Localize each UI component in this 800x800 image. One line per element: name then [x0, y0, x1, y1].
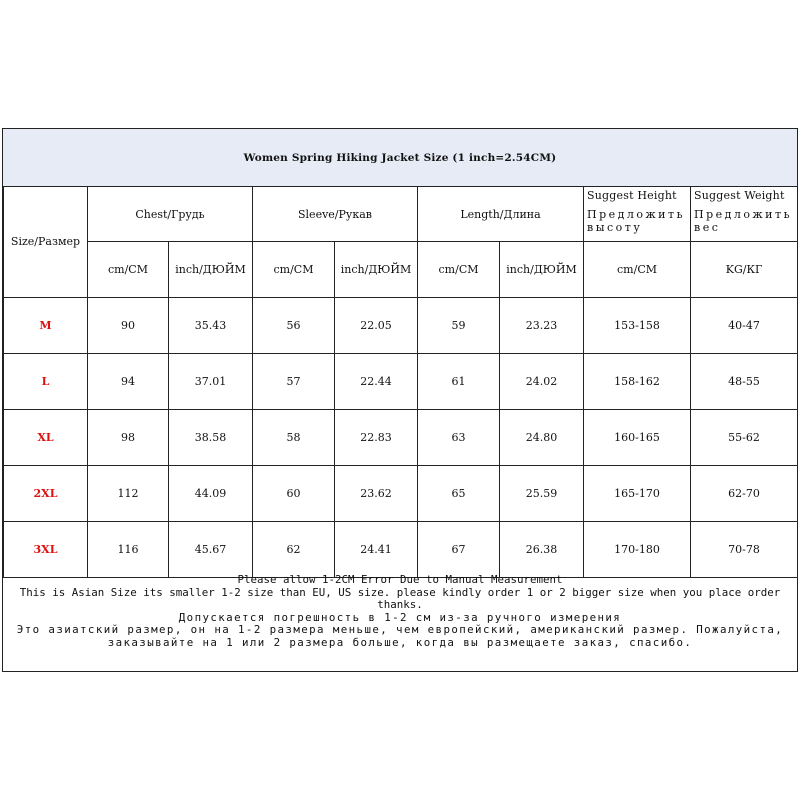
size-cell: L	[4, 354, 88, 410]
header-weight-ru: Предложить вес	[694, 208, 793, 234]
table-row	[4, 298, 798, 354]
cell-length-in: 24.80	[500, 410, 584, 466]
header-row-units	[4, 242, 798, 298]
header-length: Length/Длина	[418, 187, 584, 242]
size-cell: M	[4, 298, 88, 354]
unit-height-cm: cm/СМ	[584, 242, 691, 298]
cell-weight: 48-55	[691, 354, 798, 410]
cell-chest-in: 45.67	[169, 522, 253, 578]
note-asian-size-en: This is Asian Size its smaller 1-2 size than EU, US size. please kindly order 1 or 2 bigger size when you place order thanks.	[19, 585, 781, 611]
header-size-label: Size/Размер	[10, 235, 81, 248]
cell-weight: 40-47	[691, 298, 798, 354]
header-weight-en: Suggest Weight	[694, 189, 785, 202]
unit-chest-cm: cm/СМ	[88, 242, 169, 298]
header-chest: Chest/Грудь	[88, 187, 253, 242]
cell-sleeve-cm: 56	[253, 298, 335, 354]
header-height-ru: Предложить высоту	[587, 208, 686, 234]
unit-sleeve-cm: cm/СМ	[253, 242, 335, 298]
header-sleeve: Sleeve/Рукав	[253, 187, 418, 242]
cell-length-cm: 67	[418, 522, 500, 578]
cell-height: 165-170	[584, 466, 691, 522]
cell-length-in: 25.59	[500, 466, 584, 522]
unit-length-inch: inch/ДЮЙМ	[500, 242, 584, 298]
cell-chest-in: 35.43	[169, 298, 253, 354]
cell-length-in: 24.02	[500, 354, 584, 410]
unit-chest-inch: inch/ДЮЙМ	[169, 242, 253, 298]
cell-sleeve-cm: 60	[253, 466, 335, 522]
header-weight	[691, 187, 798, 242]
cell-weight: 55-62	[691, 410, 798, 466]
chart-title: Women Spring Hiking Jacket Size (1 inch=2.54CM)	[3, 129, 797, 187]
notes	[3, 574, 797, 671]
header-height	[584, 187, 691, 242]
cell-length-cm: 63	[418, 410, 500, 466]
table-row	[4, 466, 798, 522]
cell-chest-cm: 116	[88, 522, 169, 578]
cell-sleeve-in: 22.05	[335, 298, 418, 354]
header-height-en: Suggest Height	[587, 189, 677, 202]
cell-chest-cm: 94	[88, 354, 169, 410]
unit-sleeve-inch: inch/ДЮЙМ	[335, 242, 418, 298]
cell-length-in: 23.23	[500, 298, 584, 354]
note-asian-size-ru: Это азиатский размер, он на 1-2 размера меньше, чем европейский, американский размер. Пожалуйста, заказывайте на 1 или 2 размера больше, когда вы размещаете заказ, спасибо.	[16, 623, 784, 649]
size-table	[3, 186, 798, 578]
cell-sleeve-cm: 57	[253, 354, 335, 410]
cell-height: 170-180	[584, 522, 691, 578]
cell-length-in: 26.38	[500, 522, 584, 578]
table-row	[4, 354, 798, 410]
size-cell: XL	[4, 410, 88, 466]
unit-length-cm: cm/СМ	[418, 242, 500, 298]
cell-sleeve-in: 23.62	[335, 466, 418, 522]
cell-chest-in: 44.09	[169, 466, 253, 522]
cell-sleeve-in: 22.44	[335, 354, 418, 410]
cell-chest-in: 37.01	[169, 354, 253, 410]
size-chart	[2, 128, 798, 672]
cell-height: 153-158	[584, 298, 691, 354]
table-row	[4, 522, 798, 578]
cell-weight: 62-70	[691, 466, 798, 522]
header-row-main	[4, 187, 798, 242]
cell-sleeve-cm: 62	[253, 522, 335, 578]
cell-length-cm: 59	[418, 298, 500, 354]
cell-height: 160-165	[584, 410, 691, 466]
note-error-en: Please allow 1-2CM Error Due to Manual Measurement	[237, 573, 563, 586]
cell-sleeve-in: 24.41	[335, 522, 418, 578]
note-error-ru: Допускается погрешность в 1-2 см из-за ручного измерения	[178, 610, 622, 624]
cell-length-cm: 61	[418, 354, 500, 410]
cell-length-cm: 65	[418, 466, 500, 522]
unit-weight-kg: KG/КГ	[691, 242, 798, 298]
cell-height: 158-162	[584, 354, 691, 410]
cell-chest-in: 38.58	[169, 410, 253, 466]
size-cell: 2XL	[4, 466, 88, 522]
size-cell: 3XL	[4, 522, 88, 578]
cell-sleeve-cm: 58	[253, 410, 335, 466]
cell-sleeve-in: 22.83	[335, 410, 418, 466]
cell-weight: 70-78	[691, 522, 798, 578]
cell-chest-cm: 112	[88, 466, 169, 522]
header-size	[4, 187, 88, 298]
cell-chest-cm: 98	[88, 410, 169, 466]
cell-chest-cm: 90	[88, 298, 169, 354]
table-row	[4, 410, 798, 466]
